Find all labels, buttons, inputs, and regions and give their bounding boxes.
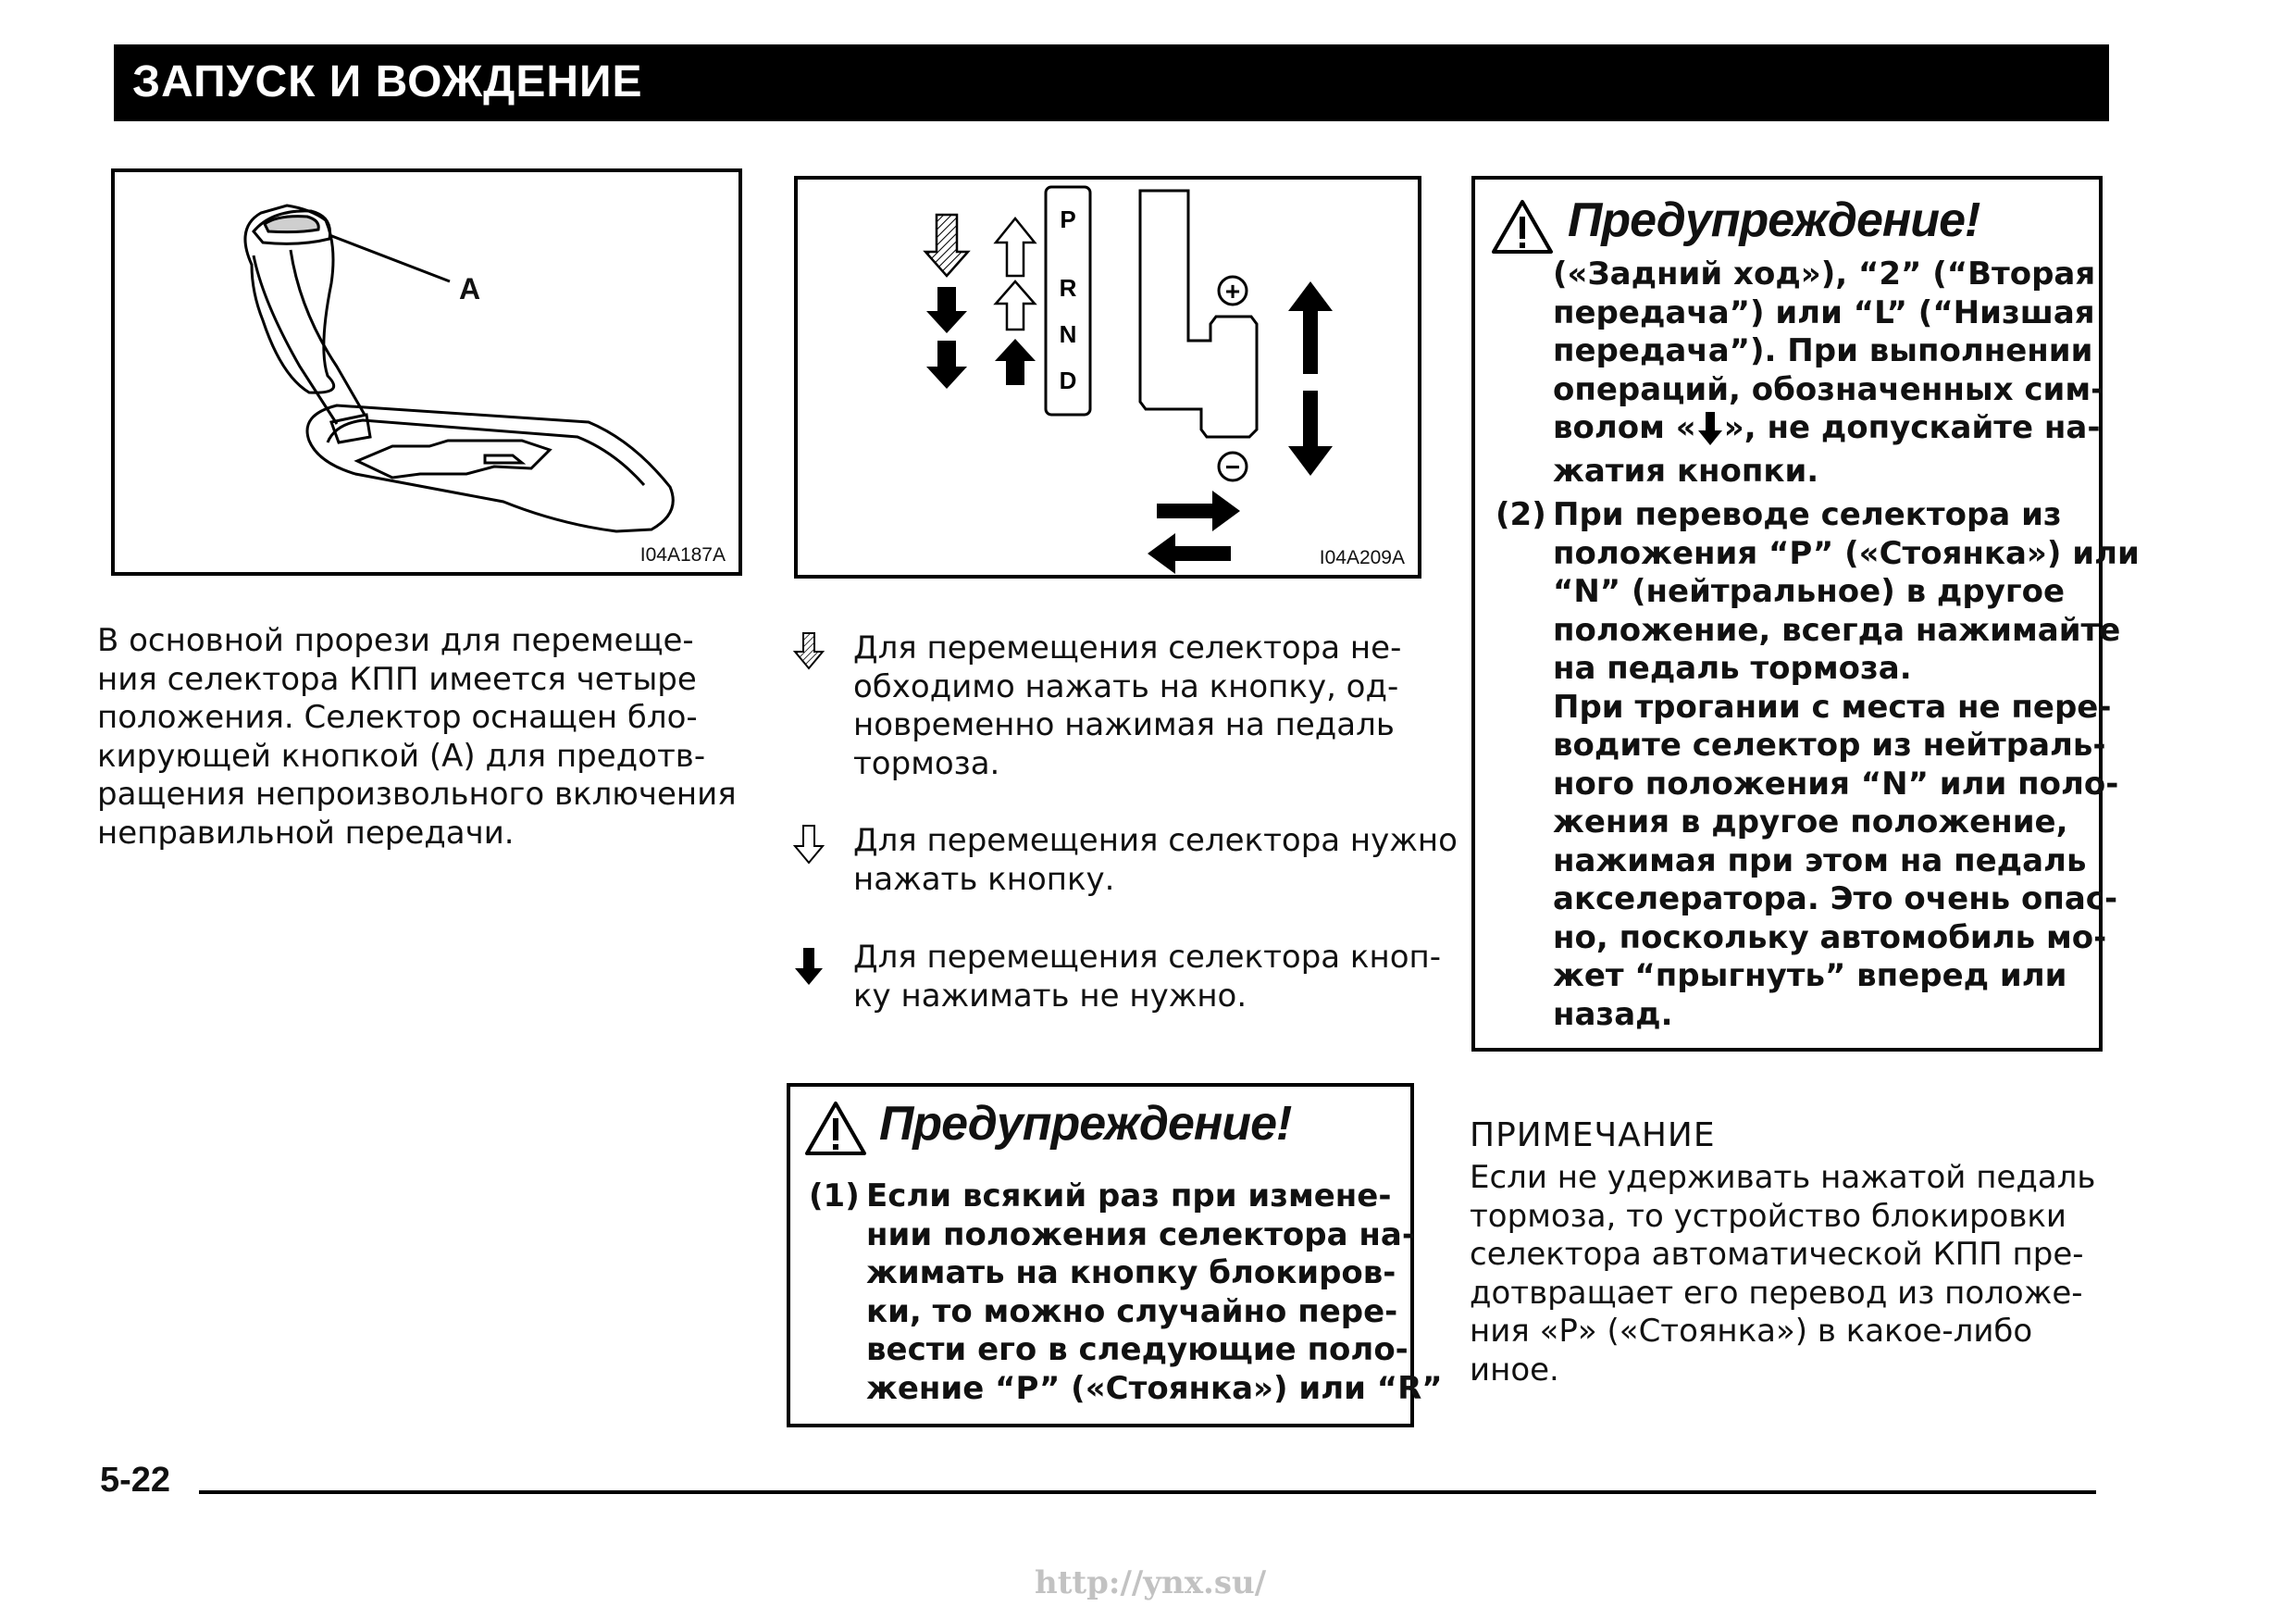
watermark-url: http://ynx.su/ — [1035, 1564, 1267, 1601]
outline-up-arrow-icon — [996, 218, 1035, 276]
warning-box-right — [1471, 176, 2140, 1052]
outline-down-arrow-icon — [792, 824, 825, 865]
right-arrow-icon — [1157, 491, 1240, 531]
solid-down-arrow-icon — [926, 287, 967, 333]
note-title: ПРИМЕЧАНИЕ — [1470, 1116, 1716, 1154]
warning-title: Предупреждение! — [1568, 193, 1980, 247]
warning-box-left — [787, 1083, 1443, 1427]
intro-line: ращения непроизвольного включения — [97, 776, 737, 813]
legend-item-1: Для перемещения селектора не- обходимо нажать на кнопку, од- новременно нажимая на педаль тормоза. — [853, 629, 1402, 782]
solid-down-arrow-icon — [926, 341, 967, 389]
figure-shift-lever — [111, 168, 742, 576]
gear-gate-illustration — [798, 180, 1418, 575]
warning-item-number: (2) — [1496, 496, 1546, 533]
down-arrow-icon — [1288, 391, 1333, 476]
outline-up-arrow-icon — [996, 281, 1035, 330]
warning-item-text: Если всякий раз при измене- нии положения селектора на- жимать на кнопку блокиров- ки, то можно случайно пере- вести его в следующие поло- жение “P” («Стоянка») или “R” — [866, 1177, 1443, 1407]
gear-position-p: P — [1060, 205, 1076, 233]
figure-gear-gate — [794, 176, 1421, 579]
svg-text:−: − — [1224, 453, 1241, 481]
warning-item-number: (1) — [809, 1177, 860, 1214]
solid-up-arrow-icon — [995, 339, 1036, 385]
solid-down-arrow-icon — [1696, 410, 1724, 447]
warning-title: Предупреждение! — [879, 1097, 1292, 1151]
hatched-down-arrow-icon — [792, 631, 825, 670]
figure1-code: I04A187A — [639, 544, 726, 566]
gear-position-r: R — [1059, 274, 1077, 302]
warning-item-text: При переводе селектора из положения “P” («Стоянка») или “N” (нейтральное) в другое положение, всегда нажимайте на педаль тормоза. При трогании с места не пере- водите селектор из нейтраль- ного положения “N” или поло- жения в другое положение, нажимая при этом на педаль акселератора. Это очень опас- но, поскольку автомобиль мо- жет “прыгнуть” вперед или назад. — [1553, 496, 2140, 1033]
intro-line: неправильной передачи. — [97, 814, 515, 852]
warning-continued-text: («Задний ход»), “2” (“Вторая передача”) или “L” (“Низшая передача”). При выполнении операций, обозначенных сим- волом « », не допускайте на- жатия кнопки. — [1553, 255, 2104, 490]
solid-down-arrow-icon — [792, 946, 825, 987]
intro-line: кирующей кнопкой (А) для предотв- — [97, 737, 706, 775]
up-arrow-icon — [1288, 281, 1333, 374]
warning-triangle-icon — [803, 1100, 868, 1157]
shift-lever-illustration — [115, 172, 738, 572]
left-arrow-icon — [1148, 533, 1231, 574]
footer-divider — [199, 1490, 2096, 1494]
legend-item-3: Для перемещения селектора кноп- ку нажимать не нужно. — [853, 939, 1441, 1015]
warning-triangle-icon — [1490, 198, 1555, 255]
section-title: ЗАПУСК И ВОЖДЕНИЕ — [132, 57, 643, 106]
symbol-line: волом « », не допускайте на- — [1553, 409, 2101, 446]
note-paragraph: Если не удерживать нажатой педаль тормоза, то устройство блокировки селектора автоматической КПП пре- дотвращает его перевод из положе- ния «P» («Стоянка») в какое-либо иное. — [1470, 1159, 2096, 1389]
figure1-callout-label: A — [459, 272, 481, 305]
hatched-down-arrow-icon — [925, 215, 968, 276]
intro-line: ния селектора КПП имеется четыре — [97, 660, 697, 698]
gear-position-n: N — [1059, 320, 1077, 348]
legend-item-2: Для перемещения селектора нужно нажать кнопку. — [853, 822, 1458, 898]
section-header-bar — [114, 44, 2109, 121]
intro-paragraph — [97, 622, 736, 853]
page-number: 5-22 — [100, 1461, 171, 1500]
intro-line: положения. Селектор оснащен бло- — [97, 699, 698, 736]
figure2-code: I04A209A — [1319, 547, 1405, 568]
gear-position-d: D — [1059, 367, 1077, 394]
svg-text:+: + — [1224, 277, 1241, 305]
gear-gate-outline — [1140, 191, 1257, 437]
intro-line: В основной прорези для перемеще- — [97, 622, 694, 659]
